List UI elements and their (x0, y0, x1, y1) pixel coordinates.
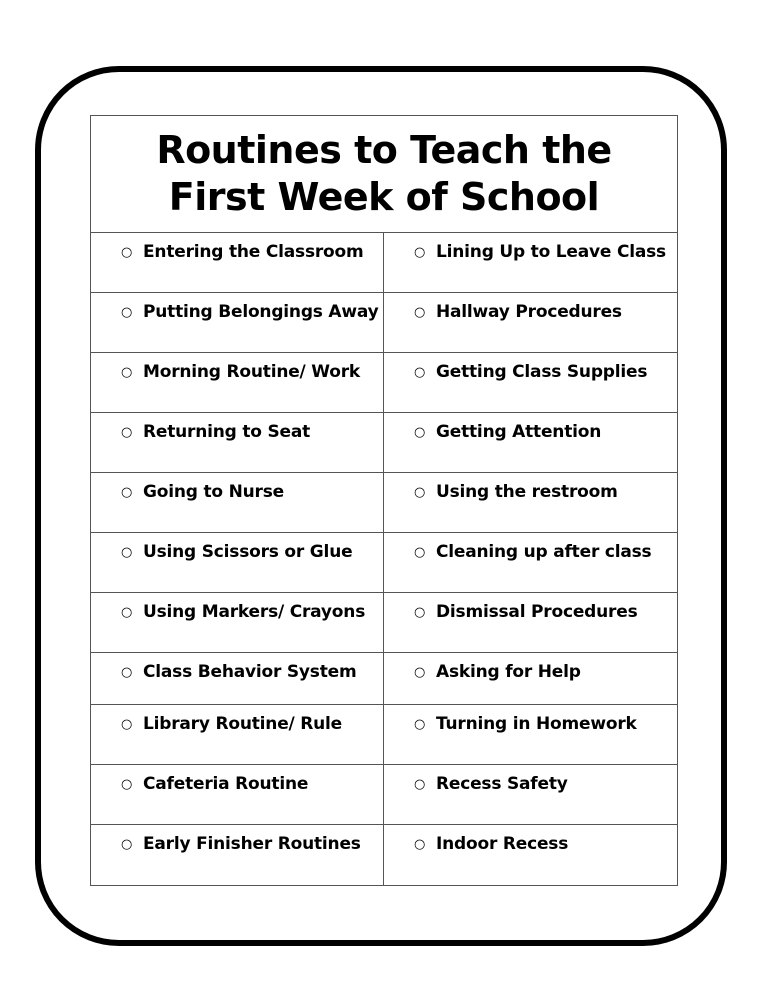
checklist-item-label: Early Finisher Routines (143, 834, 361, 854)
title-line-2: First Week of School (168, 175, 600, 219)
checkbox-circle-icon[interactable]: ○ (121, 545, 133, 560)
checklist-item (91, 533, 384, 592)
checklist-item-label: Asking for Help (436, 662, 581, 682)
checklist-item (384, 233, 677, 292)
checklist-item (384, 473, 677, 532)
checklist-item-label: Getting Class Supplies (436, 362, 648, 382)
checklist-row (91, 413, 677, 473)
checkbox-circle-icon[interactable]: ○ (414, 425, 426, 440)
checklist-item-label: Library Routine/ Rule (143, 714, 343, 734)
checklist-item (91, 413, 384, 472)
checklist-row (91, 473, 677, 533)
checkbox-circle-icon[interactable]: ○ (414, 245, 426, 260)
checklist-item (384, 413, 677, 472)
checklist-item (384, 293, 677, 352)
checkbox-circle-icon[interactable]: ○ (414, 717, 426, 732)
checklist-item-label: Indoor Recess (436, 834, 569, 854)
checklist-item (384, 533, 677, 592)
checklist-row (91, 233, 677, 293)
checkbox-circle-icon[interactable]: ○ (121, 365, 133, 380)
checkbox-circle-icon[interactable]: ○ (121, 777, 133, 792)
checklist-item-label: Class Behavior System (143, 662, 357, 682)
checkbox-circle-icon[interactable]: ○ (414, 837, 426, 852)
checkbox-circle-icon[interactable]: ○ (121, 605, 133, 620)
checklist-item (91, 765, 384, 824)
routines-checklist (90, 115, 678, 886)
checklist-item (384, 653, 677, 704)
checkbox-circle-icon[interactable]: ○ (414, 777, 426, 792)
checklist-item-label: Dismissal Procedures (436, 602, 638, 622)
checklist-item-label: Lining Up to Leave Class (436, 242, 666, 262)
checklist-item (384, 705, 677, 764)
title-box (91, 116, 677, 233)
checklist-item-label: Putting Belongings Away (143, 302, 379, 322)
checklist-row (91, 825, 677, 885)
checklist-item-label: Cafeteria Routine (143, 774, 309, 794)
checklist-row (91, 653, 677, 705)
checklist-row (91, 593, 677, 653)
checklist-row (91, 353, 677, 413)
checklist-item (91, 293, 384, 352)
checklist-row (91, 533, 677, 593)
checkbox-circle-icon[interactable]: ○ (414, 605, 426, 620)
checklist-item-label: Turning in Homework (436, 714, 637, 734)
checklist-item (91, 705, 384, 764)
checklist-item (384, 353, 677, 412)
checkbox-circle-icon[interactable]: ○ (414, 665, 426, 680)
checklist-item (384, 593, 677, 652)
checklist-item-label: Hallway Procedures (436, 302, 622, 322)
checkbox-circle-icon[interactable]: ○ (414, 305, 426, 320)
checkbox-circle-icon[interactable]: ○ (414, 485, 426, 500)
checkbox-circle-icon[interactable]: ○ (414, 545, 426, 560)
checklist-row (91, 293, 677, 353)
checklist-row (91, 765, 677, 825)
checkbox-circle-icon[interactable]: ○ (414, 365, 426, 380)
checklist-rows (91, 233, 677, 885)
checklist-item (91, 353, 384, 412)
checklist-item-label: Recess Safety (436, 774, 568, 794)
checklist-item (91, 233, 384, 292)
checklist-item (91, 473, 384, 532)
title-line-1: Routines to Teach the (156, 128, 612, 172)
checklist-item-label: Using Scissors or Glue (143, 542, 353, 562)
checkbox-circle-icon[interactable]: ○ (121, 305, 133, 320)
checklist-item-label: Cleaning up after class (436, 542, 652, 562)
checklist-item (91, 825, 384, 885)
checklist-row (91, 705, 677, 765)
checklist-item-label: Using Markers/ Crayons (143, 602, 366, 622)
checkbox-circle-icon[interactable]: ○ (121, 665, 133, 680)
checkbox-circle-icon[interactable]: ○ (121, 485, 133, 500)
checklist-item (91, 593, 384, 652)
checklist-item-label: Returning to Seat (143, 422, 311, 442)
checklist-item-label: Going to Nurse (143, 482, 284, 502)
checkbox-circle-icon[interactable]: ○ (121, 717, 133, 732)
checklist-item-label: Getting Attention (436, 422, 602, 442)
checklist-item (91, 653, 384, 704)
checklist-item-label: Entering the Classroom (143, 242, 364, 262)
checkbox-circle-icon[interactable]: ○ (121, 245, 133, 260)
checkbox-circle-icon[interactable]: ○ (121, 837, 133, 852)
checklist-item-label: Morning Routine/ Work (143, 362, 360, 382)
checkbox-circle-icon[interactable]: ○ (121, 425, 133, 440)
checklist-item-label: Using the restroom (436, 482, 618, 502)
checklist-item (384, 825, 677, 885)
checklist-item (384, 765, 677, 824)
